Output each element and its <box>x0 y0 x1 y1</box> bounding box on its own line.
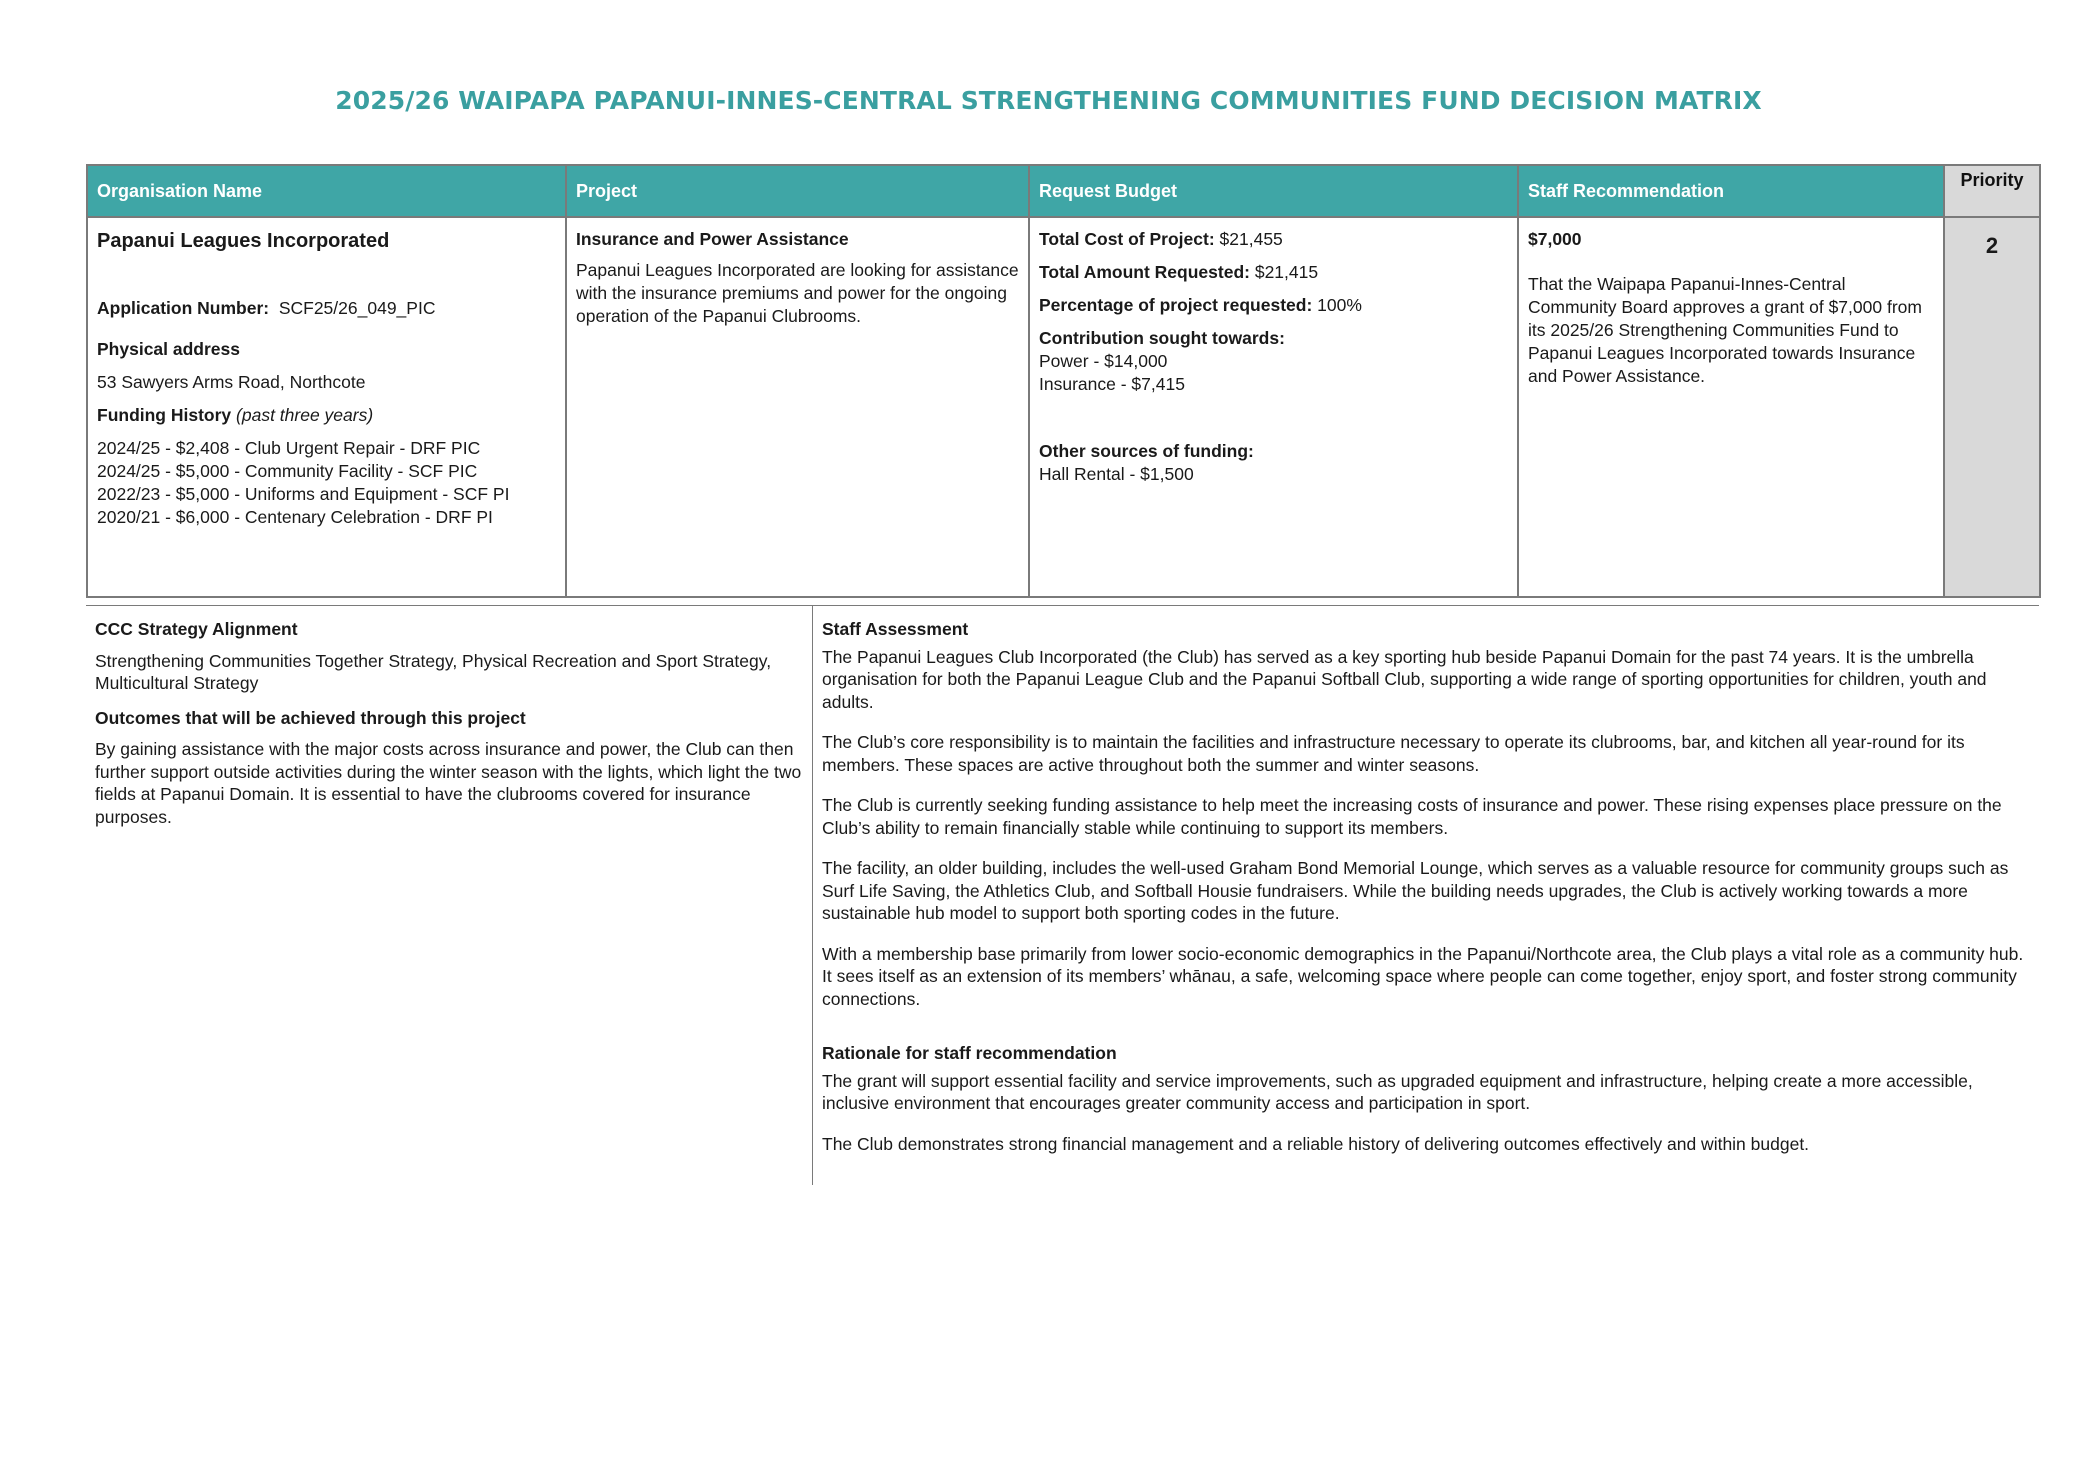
assessment-paragraph: The Papanui Leagues Club Incorporated (the Club) has served as a key sporting hub beside Papanui Domain for the past 74 years. It is the umbrella organisation for both the Papanui League Club and the Papanui Softball Club, supporting a wide range of sporting opportunities for children, youth and adults. <box>822 646 1987 712</box>
contribution-label: Contribution sought towards: <box>1039 328 1285 348</box>
staff-assessment-heading: Staff Assessment <box>822 619 969 639</box>
project-cell <box>566 217 1029 597</box>
organisation-cell <box>87 217 566 597</box>
physical-address: 53 Sawyers Arms Road, Northcote <box>97 372 366 392</box>
project-description: Papanui Leagues Incorporated are looking for assistance with the insurance premiums and power for the ongoing operation of the Papanui Clubrooms. <box>576 260 1019 326</box>
staff-recommendation-cell <box>1518 217 1944 597</box>
percentage-requested-value: 100% <box>1317 295 1362 315</box>
project-title: Insurance and Power Assistance <box>576 229 849 249</box>
funding-history-item: 2020/21 - $6,000 - Centenary Celebration - DRF PI <box>97 507 493 527</box>
page-title: 2025/26 WAIPAPA PAPANUI-INNES-CENTRAL STRENGTHENING COMMUNITIES FUND DECISION MATRIX <box>335 86 1762 115</box>
rationale-paragraph: The Club demonstrates strong financial management and a reliable history of delivering outcomes effectively and within budget. <box>822 1133 1810 1154</box>
header-organisation-name: Organisation Name <box>87 165 566 217</box>
physical-address-label: Physical address <box>97 339 240 359</box>
funding-history-label: Funding History <box>97 405 232 425</box>
assessment-section <box>86 605 2039 1161</box>
table-row <box>87 217 2040 597</box>
other-funding-item: Hall Rental - $1,500 <box>1039 464 1194 484</box>
contribution-item: Power - $14,000 <box>1039 351 1168 371</box>
strategy-text: Strengthening Communities Together Strategy, Physical Recreation and Sport Strategy, Multicultural Strategy <box>95 650 772 693</box>
header-staff-recommendation: Staff Recommendation <box>1518 165 1944 217</box>
assessment-paragraph: With a membership base primarily from lower socio-economic demographics in the Papanui/Northcote area, the Club plays a vital role as a community hub. It sees itself as an extension of its members’ whānau, a safe, welcoming space where people can come together, enjoy sport, and foster strong community connections. <box>822 943 2024 1009</box>
total-cost-label: Total Cost of Project: <box>1039 229 1215 249</box>
funding-history-note: (past three years) <box>236 405 374 425</box>
recommended-amount: $7,000 <box>1528 229 1582 249</box>
rationale-paragraph: The grant will support essential facility and service improvements, such as upgraded equipment and infrastructure, helping create a more accessible, inclusive environment that encourages greater community access and participation in sport. <box>822 1070 1973 1113</box>
priority-cell <box>1944 217 2040 597</box>
assessment-paragraph: The Club’s core responsibility is to maintain the facilities and infrastructure necessary to operate its clubrooms, bar, and kitchen all year-round for its members. These spaces are active throughout both the summer and winter seasons. <box>822 732 1965 775</box>
recommendation-text: That the Waipapa Papanui-Innes-Central Community Board approves a grant of $7,000 from its 2025/26 Strengthening Communities Fund to Papanui Leagues Incorporated towards Insurance and Power Assistance. <box>1528 274 1922 386</box>
header-priority: Priority <box>1944 165 2040 217</box>
application-number-label: Application Number: <box>97 298 270 318</box>
amount-requested-label: Total Amount Requested: <box>1039 262 1250 282</box>
staff-assessment-column <box>812 606 2041 1185</box>
other-funding-label: Other sources of funding: <box>1039 441 1254 461</box>
total-cost-value: $21,455 <box>1219 229 1283 249</box>
budget-cell <box>1029 217 1518 597</box>
header-request-budget: Request Budget <box>1029 165 1518 217</box>
amount-requested-value: $21,415 <box>1254 262 1319 282</box>
funding-history-item: 2024/25 - $2,408 - Club Urgent Repair - DRF PIC <box>97 438 481 458</box>
decision-matrix-table <box>86 164 2041 598</box>
strategy-column <box>86 606 824 858</box>
strategy-heading: CCC Strategy Alignment <box>95 619 298 639</box>
percentage-requested-label: Percentage of project requested: <box>1039 295 1313 315</box>
rationale-heading: Rationale for staff recommendation <box>822 1043 1117 1063</box>
funding-history-item: 2022/23 - $5,000 - Uniforms and Equipment - SCF PI <box>97 484 510 504</box>
table-header-row <box>87 165 2040 217</box>
outcomes-text: By gaining assistance with the major costs across insurance and power, the Club can then further support outside activities during the winter season with the lights, which light the two fields at Papanui Domain. It is essential to have the clubrooms covered for insurance purposes. <box>95 739 802 827</box>
outcomes-heading: Outcomes that will be achieved through this project <box>95 707 526 728</box>
assessment-paragraph: The Club is currently seeking funding assistance to help meet the increasing costs of insurance and power. These rising expenses place pressure on the Club’s ability to remain financially stable while continuing to support its members. <box>822 795 2002 838</box>
assessment-paragraph: The facility, an older building, includes the well-used Graham Bond Memorial Lounge, which serves as a valuable resource for community groups such as Surf Life Saving, the Athletics Club, and Softball Housie fundraisers. While the building needs upgrades, the Club is actively working towards a more sustainable hub model to support both sporting codes in the future. <box>822 858 2009 923</box>
organisation-name: Papanui Leagues Incorporated <box>97 230 390 252</box>
header-project: Project <box>566 165 1029 217</box>
priority-value: 2 <box>1985 233 1999 258</box>
application-number: SCF25/26_049_PIC <box>278 298 436 318</box>
funding-history-item: 2024/25 - $5,000 - Community Facility - SCF PIC <box>97 461 478 481</box>
contribution-item: Insurance - $7,415 <box>1039 374 1185 394</box>
